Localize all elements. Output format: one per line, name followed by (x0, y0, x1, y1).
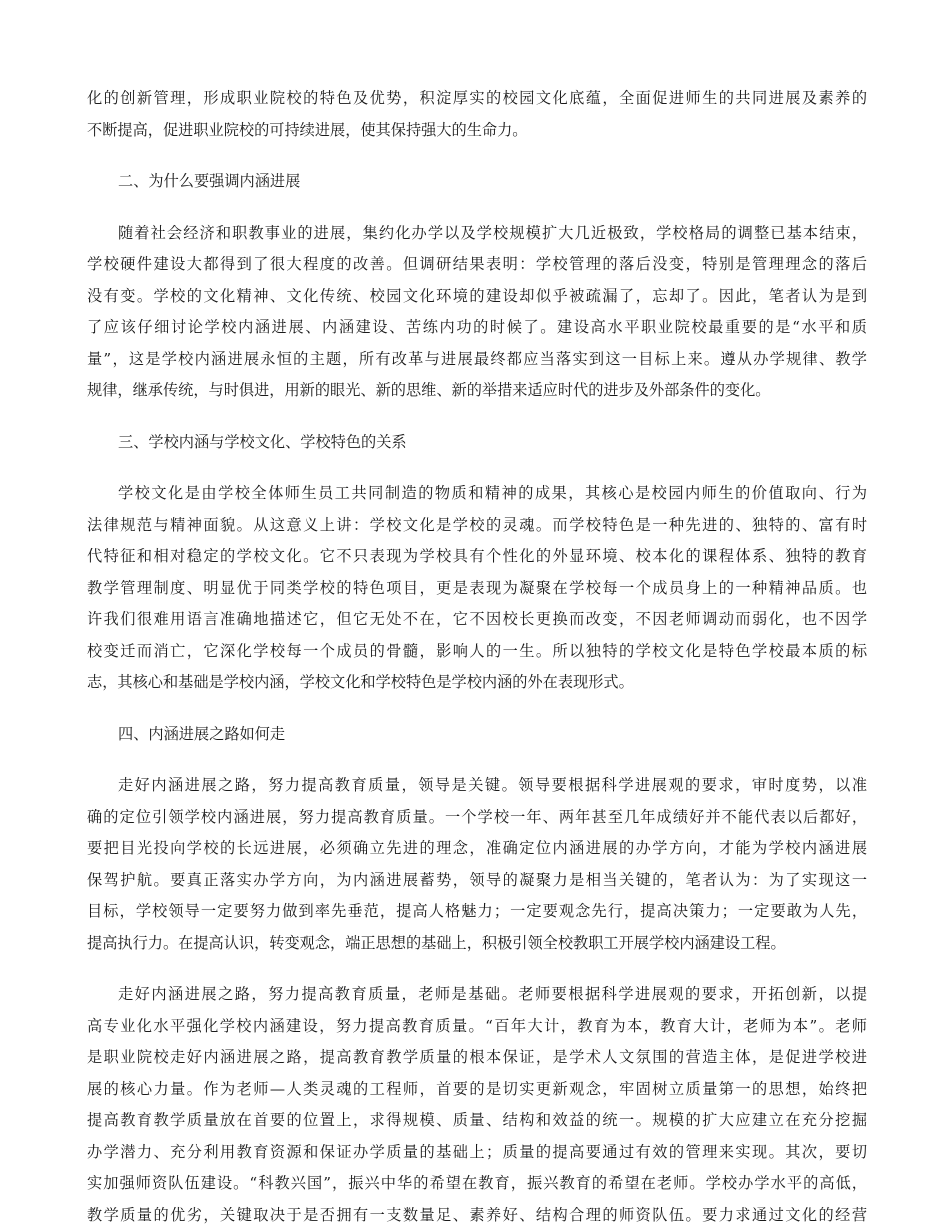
paragraph (87, 979, 867, 1231)
heading-line: 三、学校内涵与学校文化、学校特色的关系 (87, 427, 867, 459)
text-line: 规律，继承传统，与时俱进，用新的眼光、新的思维、新的举措来适应时代的进步及外部条件的变化。 (87, 375, 867, 407)
text-line: 学校硬件建设大都得到了很大程度的改善。但调研结果表明：学校管理的落后没变，特别是管理理念的落后 (87, 249, 867, 281)
text-line: 化的创新管理，形成职业院校的特色及优势，积淀厚实的校园文化底蕴，全面促进师生的共同进展及素养的 (87, 83, 867, 115)
section-heading (87, 427, 867, 459)
text-line: 走好内涵进展之路，努力提高教育质量，领导是关键。领导要根据科学进展观的要求，审时度势，以准 (87, 770, 867, 802)
text-line: 高专业化水平强化学校内涵建设，努力提高教育质量。“百年大计，教育为本，教育大计，老师为本”。老师 (87, 1011, 867, 1043)
text-line: 教学质量的优劣，关键取决于是否拥有一支数量足、素养好、结构合理的师资队伍。要力求通过文化的经营 (87, 1200, 867, 1231)
text-line: 志，其核心和基础是学校内涵，学校文化和学校特色是学校内涵的外在表现形式。 (87, 667, 867, 699)
text-line: 提高执行力。在提高认识，转变观念，端正思想的基础上，积极引领全校教职工开展学校内涵建设工程。 (87, 928, 867, 960)
text-line: 提高教育教学质量放在首要的位置上，求得规模、质量、结构和效益的统一。规模的扩大应建立在充分挖掘 (87, 1105, 867, 1137)
text-line: 代特征和相对稳定的学校文化。它不只表现为学校具有个性化的外显环境、校本化的课程体系、独特的教育 (87, 541, 867, 573)
text-line: 是职业院校走好内涵进展之路，提高教育教学质量的根本保证，是学术人文氛围的营造主体，是促进学校进 (87, 1042, 867, 1074)
text-line: 办学潜力、充分利用教育资源和保证办学质量的基础上；质量的提高要通过有效的管理来实现。其次，要切 (87, 1137, 867, 1169)
paragraph (87, 770, 867, 959)
text-line: 了应该仔细讨论学校内涵进展、内涵建设、苦练内功的时候了。建设高水平职业院校最重要的是“水平和质 (87, 312, 867, 344)
document-page (87, 83, 867, 1231)
heading-line: 二、为什么要强调内涵进展 (87, 166, 867, 198)
paragraph (87, 83, 867, 146)
text-line: 校变迁而消亡，它深化学校每一个成员的骨髓，影响人的一生。所以独特的学校文化是特色学校最本质的标 (87, 636, 867, 668)
text-line: 展的核心力量。作为老师—人类灵魂的工程师，首要的是切实更新观念，牢固树立质量第一的思想，始终把 (87, 1074, 867, 1106)
text-line: 量”，这是学校内涵进展永恒的主题，所有改革与进展最终都应当落实到这一目标上来。遵从办学规律、教学 (87, 344, 867, 376)
text-line: 没有变。学校的文化精神、文化传统、校园文化环境的建设却似乎被疏漏了，忘却了。因此，笔者认为是到 (87, 281, 867, 313)
text-line: 保驾护航。要真正落实办学方向，为内涵进展蓄势，领导的凝聚力是相当关键的，笔者认为：为了实现这一 (87, 865, 867, 897)
heading-line: 四、内涵进展之路如何走 (87, 719, 867, 751)
text-line: 法律规范与精神面貌。从这意义上讲：学校文化是学校的灵魂。而学校特色是一种先进的、独特的、富有时 (87, 510, 867, 542)
text-line: 许我们很难用语言准确地描述它，但它无处不在，它不因校长更换而改变，不因老师调动而弱化，也不因学 (87, 604, 867, 636)
text-line: 教学管理制度、明显优于同类学校的特色项目，更是表现为凝聚在学校每一个成员身上的一种精神品质。也 (87, 573, 867, 605)
text-line: 学校文化是由学校全体师生员工共同制造的物质和精神的成果，其核心是校园内师生的价值取向、行为 (87, 478, 867, 510)
text-line: 随着社会经济和职教事业的进展，集约化办学以及学校规模扩大几近极致，学校格局的调整已基本结束， (87, 218, 867, 250)
paragraph (87, 218, 867, 407)
section-heading (87, 166, 867, 198)
text-line: 不断提高，促进职业院校的可持续进展，使其保持强大的生命力。 (87, 115, 867, 147)
text-line: 走好内涵进展之路，努力提高教育质量，老师是基础。老师要根据科学进展观的要求，开拓创新，以提 (87, 979, 867, 1011)
text-line: 确的定位引领学校内涵进展，努力提高教育质量。一个学校一年、两年甚至几年成绩好并不能代表以后都好， (87, 802, 867, 834)
paragraph (87, 478, 867, 699)
text-line: 实加强师资队伍建设。“科教兴国”，振兴中华的希望在教育，振兴教育的希望在老师。学校办学水平的高低， (87, 1168, 867, 1200)
section-heading (87, 719, 867, 751)
text-line: 目标，学校领导一定要努力做到率先垂范，提高人格魅力；一定要观念先行，提高决策力；一定要敢为人先， (87, 896, 867, 928)
text-line: 要把目光投向学校的长远进展，必须确立先进的理念，准确定位内涵进展的办学方向，才能为学校内涵进展 (87, 833, 867, 865)
